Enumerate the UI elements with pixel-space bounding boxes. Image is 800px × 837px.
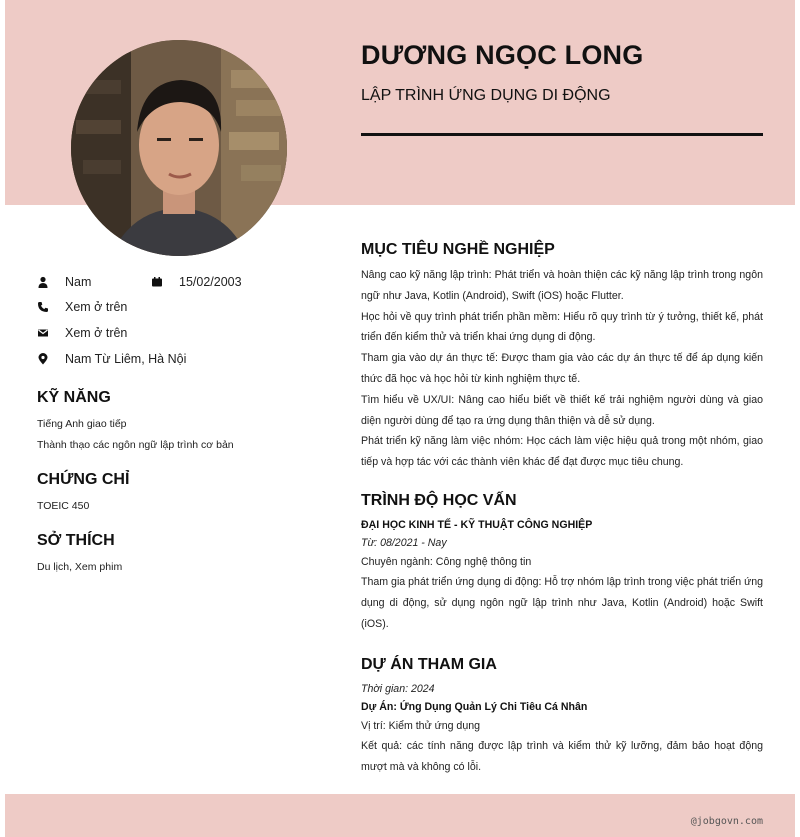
objective-paragraph: Phát triển kỹ năng làm việc nhóm: Học cách làm việc hiệu quả trong một nhóm, giao tiếp và hợp tác với các thành viên khác để đạt được mục tiêu chung. xyxy=(361,435,763,469)
skill-item: Tiếng Anh giao tiếp xyxy=(37,418,127,430)
objective-heading: MỤC TIÊU NGHỀ NGHIỆP xyxy=(361,241,555,258)
education-major: Chuyên ngành: Công nghệ thông tin xyxy=(361,556,532,568)
candidate-role: LẬP TRÌNH ỨNG DỤNG DI ĐỘNG xyxy=(361,87,611,104)
education-section xyxy=(361,492,763,634)
school-name: ĐẠI HỌC KINH TẾ - KỸ THUẬT CÔNG NGHIỆP xyxy=(361,519,593,531)
objective-paragraph: Tham gia vào dự án thực tế: Được tham gia vào các dự án thực tế để áp dụng kiến thức đã học và học hỏi từ kinh nghiệm thực tế. xyxy=(361,352,763,385)
projects-heading: DỰ ÁN THAM GIA xyxy=(361,656,497,673)
profile-photo xyxy=(71,40,287,256)
project-result: Kết quả: các tính năng được lập trình và kiểm thử kỹ lưỡng, đảm bảo hoạt động mượt mà và không có lỗi. xyxy=(361,740,763,773)
phone-icon xyxy=(37,301,49,313)
gender-value: Nam xyxy=(65,275,92,289)
title-divider xyxy=(361,133,763,136)
hobbies-text: Du lịch, Xem phim xyxy=(37,561,123,573)
education-period: Từ: 08/2021 - Nay xyxy=(361,537,447,549)
objective-paragraph: Tìm hiểu về UX/UI: Nâng cao hiểu biết về thiết kế trải nghiệm người dùng và giao diện người dùng để tạo ra ứng dụng thân thiện và dễ sử dụng. xyxy=(361,393,763,427)
watermark: @jobgovn.com xyxy=(690,816,763,827)
calendar-icon xyxy=(151,276,163,288)
skill-item: Thành thạo các ngôn ngữ lập trình cơ bản xyxy=(37,439,234,451)
certificate-item: TOEIC 450 xyxy=(37,500,90,512)
footer-band xyxy=(5,794,795,837)
project-name: Dự Án: Ứng Dụng Quản Lý Chi Tiêu Cá Nhân xyxy=(361,701,588,713)
envelope-icon xyxy=(37,327,49,339)
hobbies-heading: SỞ THÍCH xyxy=(37,532,115,549)
map-pin-icon xyxy=(37,353,49,365)
email-value: Xem ở trên xyxy=(65,326,128,340)
projects-section xyxy=(361,656,763,778)
phone-value: Xem ở trên xyxy=(65,300,128,314)
gender-row xyxy=(37,275,91,289)
certificates-heading: CHỨNG CHỈ xyxy=(37,471,130,488)
objective-paragraph: Học hỏi về quy trình phát triển phần mềm: Hiểu rõ quy trình từ ý tưởng, thiết kế, phát triển đến kiểm thử và triển khai ứng dụng di động. xyxy=(361,310,763,344)
person-icon xyxy=(37,276,49,288)
candidate-name: DƯƠNG NGỌC LONG xyxy=(361,40,644,70)
project-position: Vị trí: Kiểm thử ứng dụng xyxy=(361,720,480,732)
education-heading: TRÌNH ĐỘ HỌC VẤN xyxy=(361,492,517,509)
address-row xyxy=(37,352,186,366)
objective-section xyxy=(361,241,763,473)
project-time: Thời gian: 2024 xyxy=(361,683,435,695)
education-description: Tham gia phát triển ứng dụng di động: Hỗ trợ nhóm lập trình trong việc phát triển ứng dụng di động, sử dụng ngôn ngữ lập trình như Java, Kotlin (Android) hoặc Swift (iOS). xyxy=(361,576,763,630)
phone-row xyxy=(37,300,127,314)
objective-paragraph: Nâng cao kỹ năng lập trình: Phát triển và hoàn thiện các kỹ năng lập trình trong ngôn ngữ như Java, Kotlin (Android), Swift (iOS) hoặc Flutter. xyxy=(361,269,763,302)
skills-heading: KỸ NĂNG xyxy=(37,389,111,406)
email-row xyxy=(37,326,127,340)
birthdate-value: 15/02/2003 xyxy=(179,275,242,289)
address-value: Nam Từ Liêm, Hà Nội xyxy=(65,352,187,366)
birthdate-row xyxy=(151,275,242,289)
